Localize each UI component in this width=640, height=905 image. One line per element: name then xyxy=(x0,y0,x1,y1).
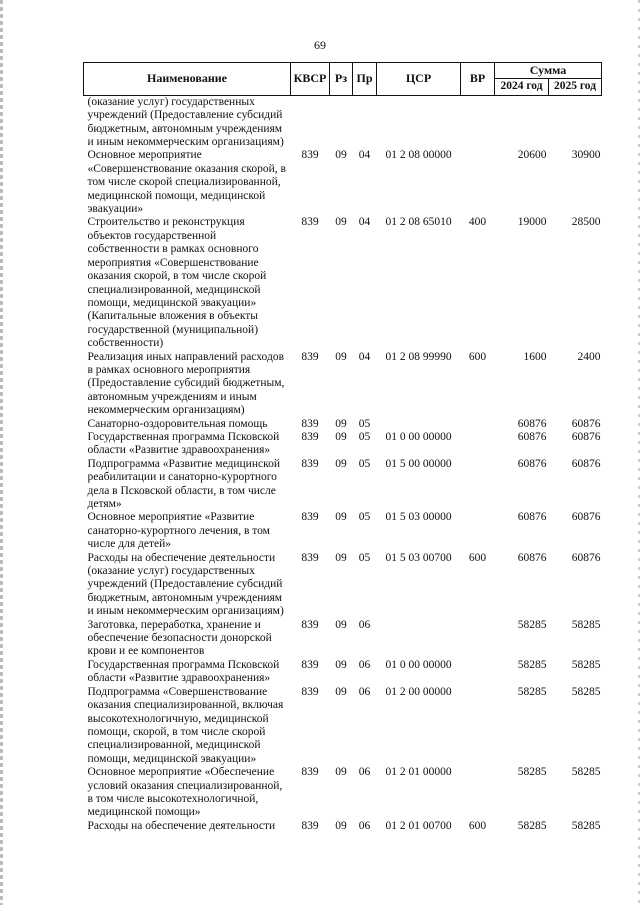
cell-vr xyxy=(461,418,495,431)
cell-vr: 600 xyxy=(468,350,487,363)
cell-kvsr: 839 xyxy=(301,417,319,430)
table-row xyxy=(84,351,602,418)
cell-sum-2025: 58285 xyxy=(571,685,601,698)
cell-vr: 600 xyxy=(468,819,487,832)
cell-pr: 05 xyxy=(358,417,371,430)
table-row xyxy=(84,95,602,149)
cell-sum-2025: 60876 xyxy=(571,457,601,470)
cell-sum-2024: 58285 xyxy=(517,618,547,631)
table-row xyxy=(84,766,602,820)
cell-name: Заготовка, переработка, хранение и обеспечение безопасности донорской крови и ее компонентов xyxy=(87,618,272,658)
cell-sum-2025: 58285 xyxy=(571,819,601,832)
cell-rz: 09 xyxy=(335,457,347,470)
cell-name: Государственная программа Псковской области «Развитие здравоохранения» xyxy=(87,430,280,457)
cell-sum-2024: 19000 xyxy=(517,216,547,229)
cell-kvsr: 839 xyxy=(301,766,319,779)
cell-sum-2024: 60876 xyxy=(517,457,547,470)
cell-csr: 01 2 08 99990 xyxy=(385,350,452,363)
cell-pr: 04 xyxy=(358,149,371,162)
cell-sum-2024: 60876 xyxy=(517,430,547,443)
cell-vr xyxy=(461,766,495,820)
cell-kvsr: 839 xyxy=(301,149,319,162)
header-rz: Рз xyxy=(330,63,353,96)
cell-csr: 01 2 01 00700 xyxy=(385,819,452,832)
header-year-2025: 2025 год xyxy=(549,79,602,95)
cell-csr: 01 5 00 00000 xyxy=(385,457,452,470)
cell-vr: 600 xyxy=(468,551,487,564)
cell-rz: 09 xyxy=(335,819,347,832)
cell-pr xyxy=(353,95,377,149)
cell-sum-2024: 58285 xyxy=(517,658,547,671)
cell-pr: 04 xyxy=(358,350,371,363)
cell-vr xyxy=(461,95,495,149)
cell-rz: 09 xyxy=(335,658,347,671)
cell-sum-2025: 2400 xyxy=(577,350,601,363)
header-year-2024: 2024 год xyxy=(495,79,549,95)
cell-pr: 06 xyxy=(358,766,371,779)
cell-pr: 05 xyxy=(358,551,371,564)
cell-name: Подпрограмма «Совершенствование оказания специализированной, включая высокотехнологичную, медицинской помощи, скорой, в том числе скорой специализированной, медицинской помощи, медицинской эвакуации» xyxy=(87,685,284,765)
cell-name: Санаторно-оздоровительная помощь xyxy=(87,417,268,430)
cell-sum-2024: 58285 xyxy=(517,766,547,779)
cell-sum-2024: 60876 xyxy=(517,511,547,524)
cell-sum-2024: 58285 xyxy=(517,685,547,698)
cell-kvsr: 839 xyxy=(301,350,319,363)
cell-sum-2025: 60876 xyxy=(571,551,601,564)
cell-rz: 09 xyxy=(335,216,347,229)
header-kvsr: КВСР xyxy=(291,63,330,96)
cell-vr xyxy=(461,686,495,766)
cell-sum-2024: 20600 xyxy=(517,149,547,162)
cell-name: Основное мероприятие «Обеспечение условий оказания специализированной, в том числе высокотехнологичной, медицинской помощи» xyxy=(87,766,283,819)
cell-kvsr: 839 xyxy=(301,216,319,229)
cell-kvsr: 839 xyxy=(301,551,319,564)
cell-pr: 05 xyxy=(358,511,371,524)
cell-name: Реализация иных направлений расходов в рамках основного мероприятия (Предоставление субсидий бюджетным, автономным учреждениям и иным некоммерческим организациям) xyxy=(87,350,285,417)
cell-sum-2025: 60876 xyxy=(571,511,601,524)
table-row xyxy=(84,431,602,458)
cell-sum-2024: 58285 xyxy=(517,819,547,832)
cell-pr: 05 xyxy=(358,457,371,470)
cell-rz: 09 xyxy=(335,618,347,631)
cell-rz xyxy=(330,95,353,149)
cell-rz: 09 xyxy=(335,511,347,524)
cell-csr xyxy=(377,619,461,659)
cell-kvsr: 839 xyxy=(301,457,319,470)
cell-name: Строительство и реконструкция объектов государственной собственности в рамках основного мероприятия «Совершенствование оказания скорой, в том числе скорой специализированной, медицинской помощи, медицинской эвакуации» (Капитальные вложения в объекты государственной (муниципальной) собственности) xyxy=(87,216,267,350)
cell-kvsr: 839 xyxy=(301,511,319,524)
table-row xyxy=(84,149,602,216)
cell-sum-2025: 60876 xyxy=(571,430,601,443)
cell-csr: 01 5 03 00000 xyxy=(385,511,452,524)
cell-rz: 09 xyxy=(335,350,347,363)
cell-rz: 09 xyxy=(335,551,347,564)
cell-pr: 06 xyxy=(358,658,371,671)
cell-sum-2024 xyxy=(495,95,549,149)
cell-sum-2025: 28500 xyxy=(571,216,601,229)
table-row xyxy=(84,619,602,659)
cell-kvsr: 839 xyxy=(301,685,319,698)
cell-name: (оказание услуг) государственных учреждений (Предоставление субсидий бюджетным, автономным учреждениям и иным некоммерческим организациям) xyxy=(87,95,284,149)
cell-pr: 04 xyxy=(358,216,371,229)
cell-rz: 09 xyxy=(335,685,347,698)
cell-csr: 01 0 00 00000 xyxy=(385,430,452,443)
table-row xyxy=(84,418,602,431)
cell-name: Государственная программа Псковской области «Развитие здравоохранения» xyxy=(87,658,280,685)
cell-pr: 06 xyxy=(358,819,371,832)
cell-pr: 05 xyxy=(358,430,371,443)
cell-kvsr: 839 xyxy=(301,430,319,443)
budget-table xyxy=(83,62,602,833)
header-name: Наименование xyxy=(84,63,291,96)
cell-kvsr: 839 xyxy=(301,658,319,671)
table-body xyxy=(84,95,602,833)
cell-rz: 09 xyxy=(335,766,347,779)
header-csr: ЦСР xyxy=(377,63,461,96)
cell-kvsr: 839 xyxy=(301,618,319,631)
cell-kvsr: 839 xyxy=(301,819,319,832)
cell-sum-2025: 58285 xyxy=(571,618,601,631)
cell-rz: 09 xyxy=(335,430,347,443)
cell-csr: 01 2 01 00000 xyxy=(385,766,452,779)
table-row xyxy=(84,552,602,619)
cell-csr xyxy=(377,95,461,149)
cell-name: Основное мероприятие «Развитие санаторно-курортного лечения, в том числе для детей» xyxy=(87,511,270,551)
cell-csr: 01 0 00 00000 xyxy=(385,658,452,671)
cell-vr xyxy=(461,431,495,458)
scan-edge-left xyxy=(0,0,3,905)
cell-vr xyxy=(461,511,495,551)
table-row xyxy=(84,820,602,833)
cell-name: Подпрограмма «Развитие медицинской реабилитации и санаторно-курортного дела в Псковской области, в том числе детям» xyxy=(87,457,281,510)
cell-rz: 09 xyxy=(335,149,347,162)
page-number: 69 xyxy=(314,38,326,52)
cell-csr: 01 2 08 65010 xyxy=(385,216,452,229)
table-header xyxy=(84,63,602,96)
cell-sum-2025 xyxy=(549,95,602,149)
cell-sum-2025: 60876 xyxy=(571,417,601,430)
cell-name: Расходы на обеспечение деятельности (оказание услуг) государственных учреждений (Предоставление субсидий бюджетным, автономным учреждениям и иным некоммерческим организациям) xyxy=(87,551,284,618)
table-row xyxy=(84,659,602,686)
cell-sum-2024: 1600 xyxy=(523,350,547,363)
cell-vr xyxy=(461,149,495,216)
cell-vr xyxy=(461,619,495,659)
cell-csr: 01 2 08 00000 xyxy=(385,149,452,162)
cell-sum-2025: 58285 xyxy=(571,766,601,779)
cell-sum-2025: 58285 xyxy=(571,658,601,671)
header-vr: ВР xyxy=(461,63,495,96)
cell-sum-2025: 30900 xyxy=(571,149,601,162)
cell-name: Основное мероприятие «Совершенствование оказания скорой, в том числе скорой специализированной, медицинской помощи, медицинской эвакуации» xyxy=(87,149,286,216)
cell-name: Расходы на обеспечение деятельности xyxy=(87,819,276,832)
cell-csr: 01 5 03 00700 xyxy=(385,551,452,564)
header-sum: Сумма xyxy=(495,63,602,79)
cell-vr xyxy=(461,458,495,512)
table-row xyxy=(84,458,602,512)
cell-csr xyxy=(377,418,461,431)
cell-vr: 400 xyxy=(468,216,487,229)
cell-csr: 01 2 00 00000 xyxy=(385,685,452,698)
table-row xyxy=(84,686,602,766)
cell-kvsr xyxy=(291,95,330,149)
table-row xyxy=(84,216,602,350)
cell-sum-2024: 60876 xyxy=(517,551,547,564)
cell-vr xyxy=(461,659,495,686)
cell-pr: 06 xyxy=(358,685,371,698)
cell-sum-2024: 60876 xyxy=(517,417,547,430)
cell-pr: 06 xyxy=(358,618,371,631)
table-row xyxy=(84,511,602,551)
header-pr: Пр xyxy=(353,63,377,96)
cell-rz: 09 xyxy=(335,417,347,430)
